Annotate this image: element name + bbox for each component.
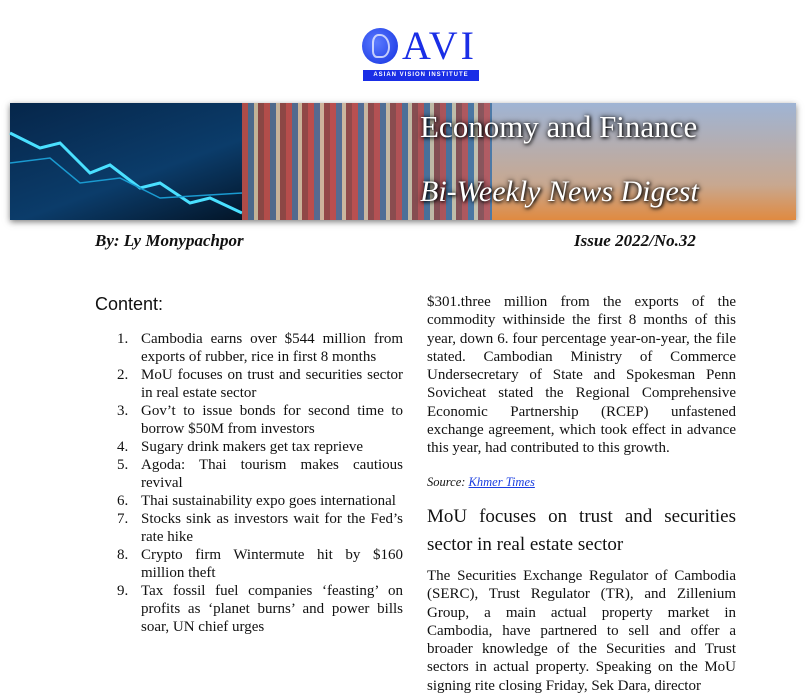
list-item[interactable]: 3. Gov’t to issue bonds for second time to borrow $50M from investors — [117, 403, 403, 437]
source-link[interactable]: Khmer Times — [468, 475, 535, 489]
article-body: $301.three million from the exports of the commodity withinside the first 8 months of this year, down 6. four percentage year-on-year, the file stated. Cambodian Ministry of Commerce Undersecretary of State and Spokesman Penn Sovicheat stated the Regional Comprehensive Economic Partnership (RCEP) unfastened exchange agreement, which took effect in advance this year, had contributed to this growth. — [427, 294, 736, 457]
list-item[interactable]: 1. Cambodia earns over $544 million from exports of rubber, rice in first 8 months — [117, 331, 403, 365]
byline: By: Ly Monypachpor — [95, 231, 244, 250]
header-banner — [10, 103, 796, 220]
chart-image — [10, 103, 242, 220]
globe-icon — [362, 28, 398, 64]
list-item[interactable]: 8. Crypto firm Wintermute hit by $160 million theft — [117, 547, 403, 581]
banner-subtitle: Bi-Weekly News Digest — [420, 175, 699, 208]
list-item[interactable]: 5. Agoda: Thai tourism makes cautious revival — [117, 457, 403, 491]
list-item[interactable]: 9. Tax fossil fuel companies ‘feasting’ on profits as ‘planet burns’ and power bills soar, UN chief urges — [117, 583, 403, 635]
contents-heading: Content: — [95, 294, 164, 314]
article-heading: MoU focuses on trust and securities sector in real estate sector — [427, 506, 736, 555]
avi-logo — [362, 23, 482, 82]
logo-text: AVI — [402, 23, 477, 68]
list-item[interactable]: 4. Sugary drink makers get tax reprieve — [117, 439, 364, 455]
list-item[interactable]: 7. Stocks sink as investors wait for the Fed’s rate hike — [117, 511, 403, 545]
source-line — [427, 475, 535, 490]
list-item[interactable]: 2. MoU focuses on trust and securities sector in real estate sector — [117, 367, 403, 401]
source-label: Source: — [427, 475, 466, 489]
issue-number: Issue 2022/No.32 — [574, 231, 696, 250]
list-item[interactable]: 6. Thai sustainability expo goes international — [117, 493, 396, 509]
contents-list — [117, 330, 403, 636]
article-body: The Securities Exchange Regulator of Cambodia (SERC), Trust Regulator (TR), and Zillenium Group, a main actual property market in Cambodia, have partnered to sell and offer a broader knowledge of the Securities and Trust sectors in actual property. Speaking on the MoU signing rite closing Friday, Sek Dara, director — [427, 568, 736, 694]
banner-title: Economy and Finance — [420, 109, 698, 144]
logo-subtitle: ASIAN VISION INSTITUTE — [363, 70, 479, 81]
